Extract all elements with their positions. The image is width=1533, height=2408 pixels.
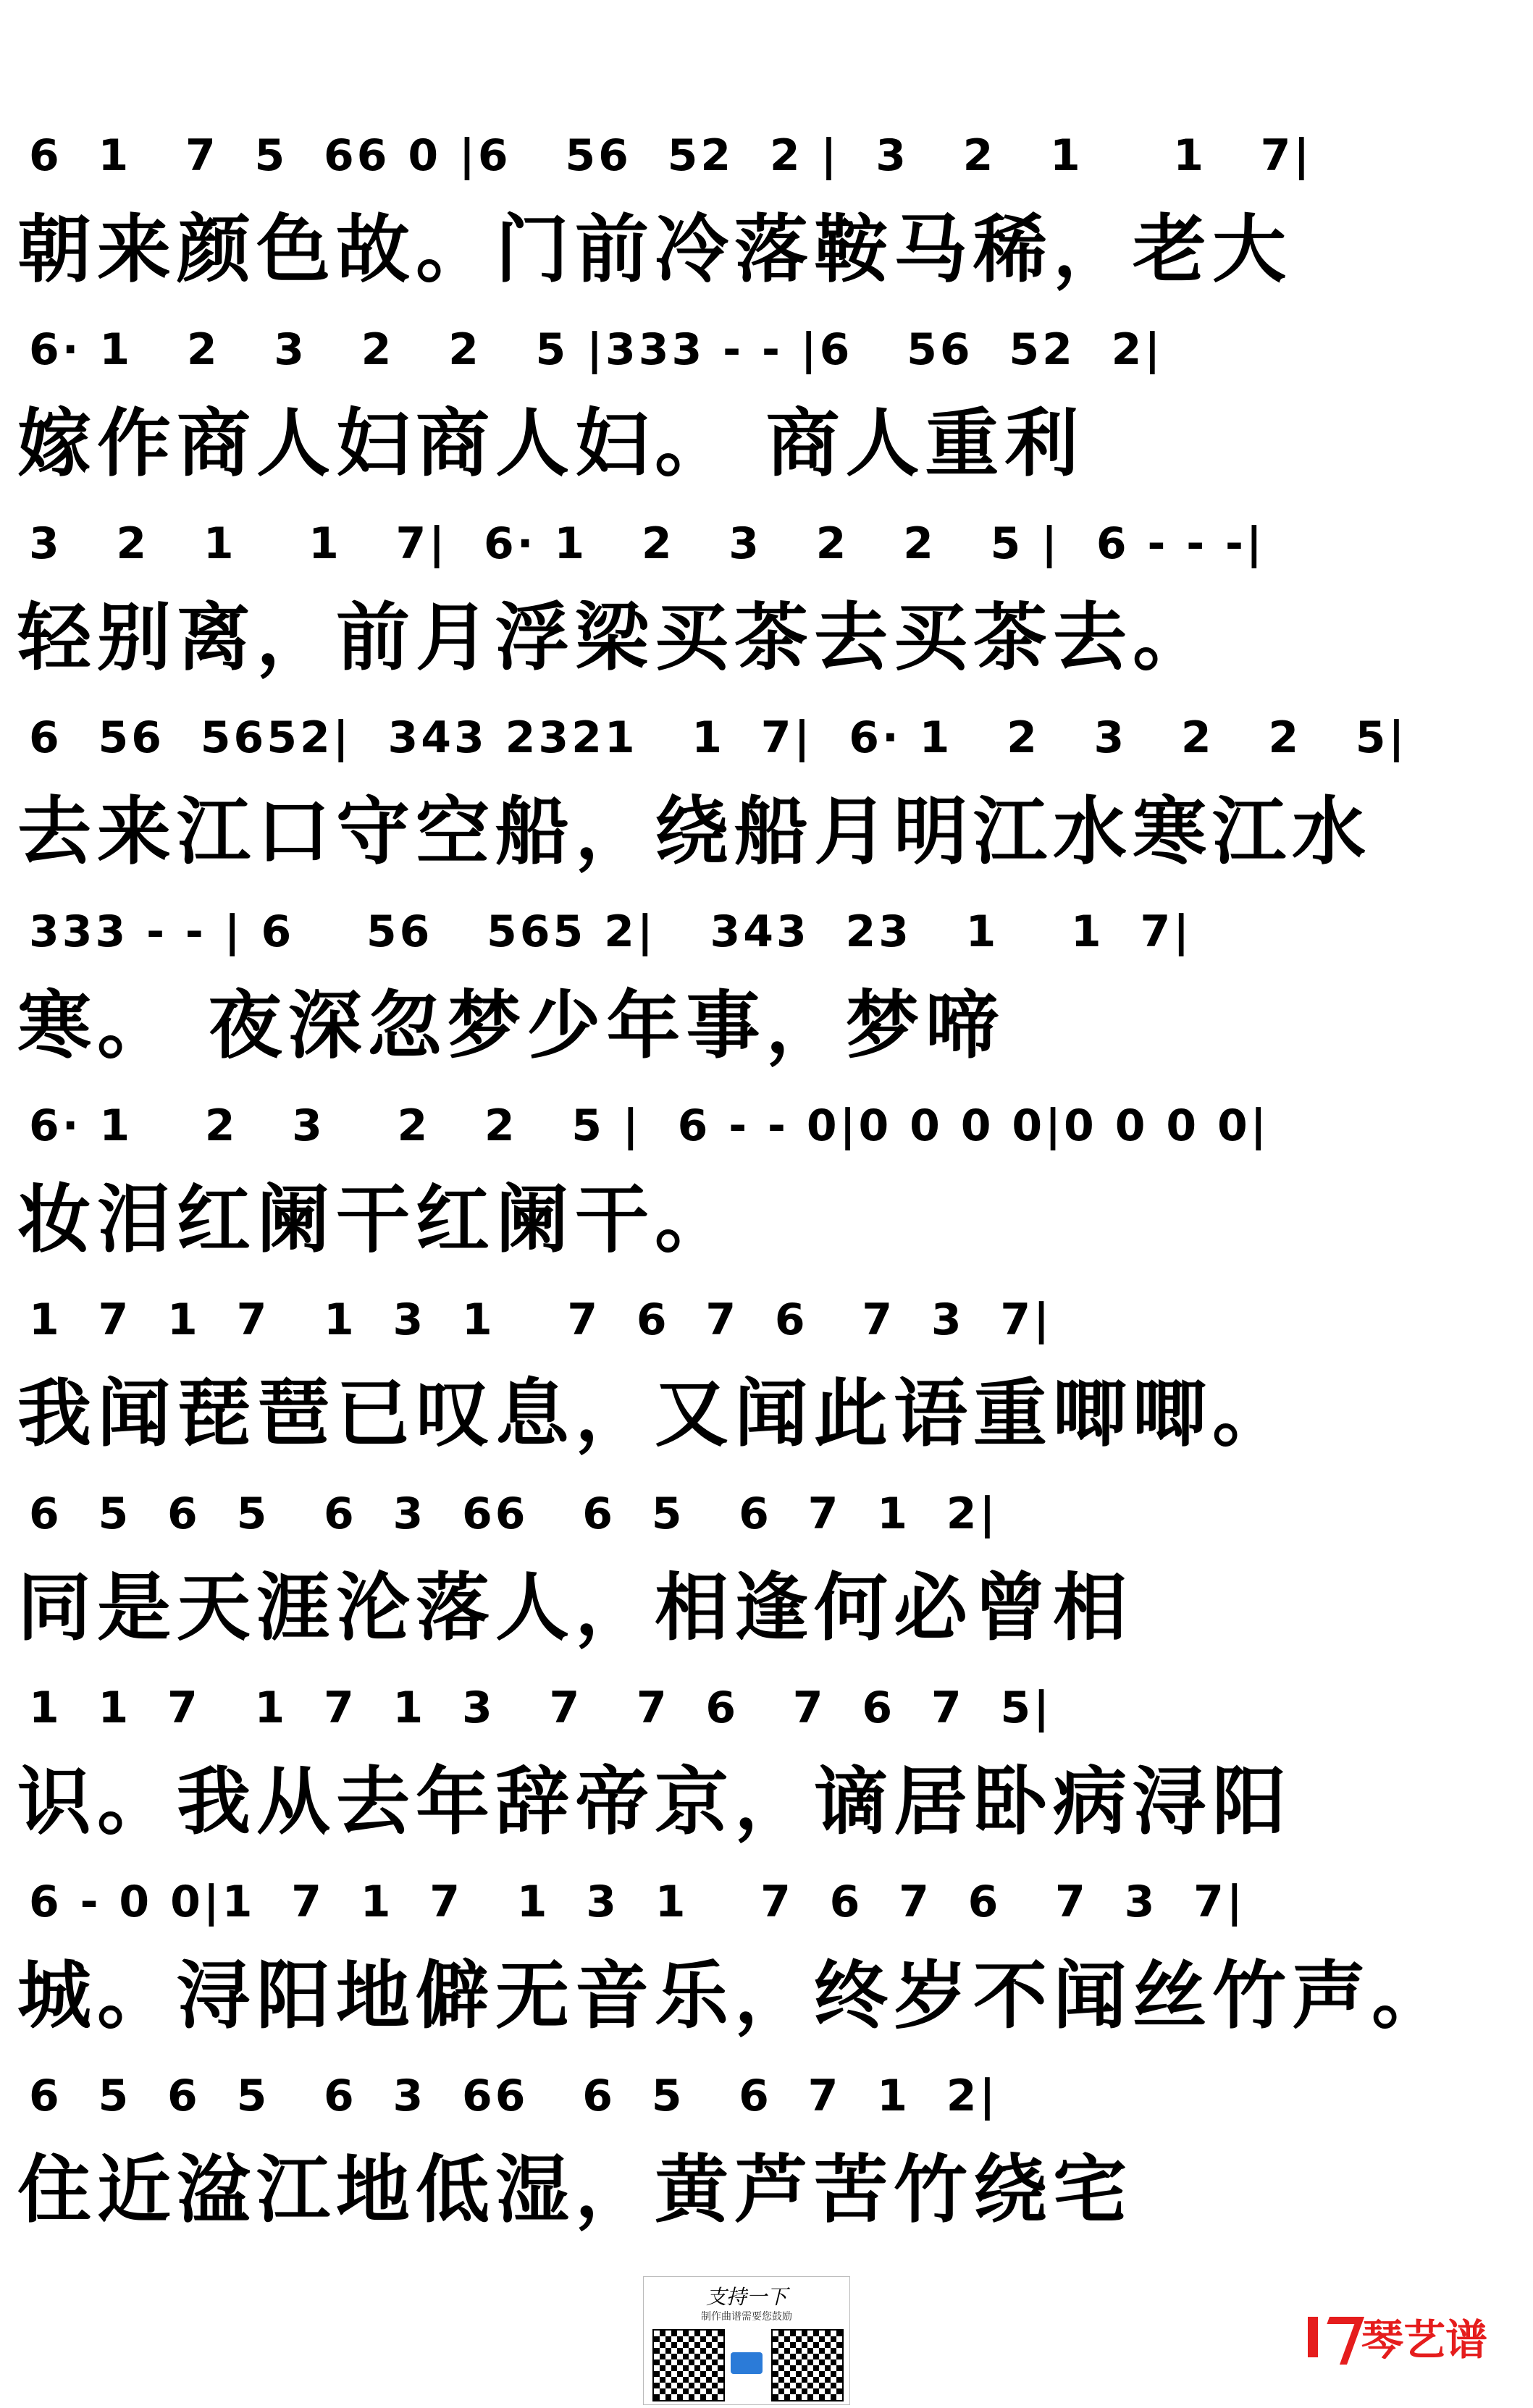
score-system xyxy=(0,303,1533,504)
qr-subtitle: 制作曲谱需要您鼓励 xyxy=(701,2311,792,2323)
lyric-line: 识。我从去年辞帝京，谪居卧病浔阳 xyxy=(17,1759,1292,1845)
notation-line: 6· 1 2 3 2 2 5 | 6 - - 0|0 0 0 0|0 0 0 0| xyxy=(29,1100,1269,1151)
score-system xyxy=(0,1079,1533,1280)
notation-line: 3 2 1 1 7| 6· 1 2 3 2 2 5 | 6 - - -| xyxy=(29,518,1265,569)
notation-line: 6 1 7 5 66 0 |6 56 52 2 | 3 2 1 1 7| xyxy=(29,130,1313,181)
notation-line: 6 - 0 0|1 7 1 7 1 3 1 7 6 7 6 7 3 7| xyxy=(29,1877,1246,1927)
lyric-line: 去来江口守空船，绕船月明江水寒江水 xyxy=(17,788,1372,875)
lyric-line: 朝来颜色故。门前冷落鞍马稀，老大 xyxy=(17,206,1292,293)
notation-line: 1 7 1 7 1 3 1 7 6 7 6 7 3 7| xyxy=(29,1294,1053,1345)
notation-line: 6 5 6 5 6 3 66 6 5 6 7 1 2| xyxy=(29,2071,999,2121)
score-system xyxy=(0,497,1533,698)
brand-icon xyxy=(1303,2311,1354,2362)
lyric-line: 寒。 夜深忽梦少年事，梦啼 xyxy=(17,982,1005,1069)
qr-code-icon xyxy=(652,2329,725,2401)
lyric-line: 城。浔阳地僻无音乐，终岁不闻丝竹声。 xyxy=(17,1953,1451,2039)
score-system xyxy=(0,885,1533,1086)
support-qr-card[interactable] xyxy=(643,2276,850,2405)
score-system xyxy=(0,109,1533,310)
lyric-line: 妆泪红阑干红阑干。 xyxy=(17,1176,734,1263)
qr-title: 支持一下 xyxy=(705,2285,787,2309)
lyric-line: 住近湓江地低湿，黄芦苦竹绕宅 xyxy=(17,2147,1133,2234)
lyric-line: 嫁作商人妇商人妇。 商人重利 xyxy=(17,400,1085,487)
notation-line: 333 - - | 6 56 565 2| 343 23 1 1 7| xyxy=(29,906,1193,957)
score-system xyxy=(0,2049,1533,2250)
score-system xyxy=(0,1855,1533,2056)
notation-line: 6 56 5652| 343 2321 1 7| 6· 1 2 3 2 2 5| xyxy=(29,712,1408,763)
wallet-icon xyxy=(731,2352,763,2374)
footer xyxy=(0,2266,1533,2408)
notation-line: 6· 1 2 3 2 2 5 |333 - - |6 56 52 2| xyxy=(29,324,1164,375)
lyric-line: 我闻琵琶已叹息，又闻此语重唧唧。 xyxy=(17,1371,1292,1457)
score-system xyxy=(0,1661,1533,1862)
score-system xyxy=(0,691,1533,892)
score-system xyxy=(0,1467,1533,1668)
qr-code-icon xyxy=(771,2329,844,2401)
notation-line: 1 1 7 1 7 1 3 7 7 6 7 6 7 5| xyxy=(29,1683,1053,1733)
lyric-line: 轻别离，前月浮梁买茶去买茶去。 xyxy=(17,594,1212,681)
brand-logo[interactable] xyxy=(1303,2304,1521,2369)
score-system xyxy=(0,1273,1533,1474)
brand-name: 琴艺谱 xyxy=(1361,2315,1488,2365)
notation-line: 6 5 6 5 6 3 66 6 5 6 7 1 2| xyxy=(29,1489,999,1539)
lyric-line: 同是天涯沦落人，相逢何必曾相 xyxy=(17,1565,1133,1651)
